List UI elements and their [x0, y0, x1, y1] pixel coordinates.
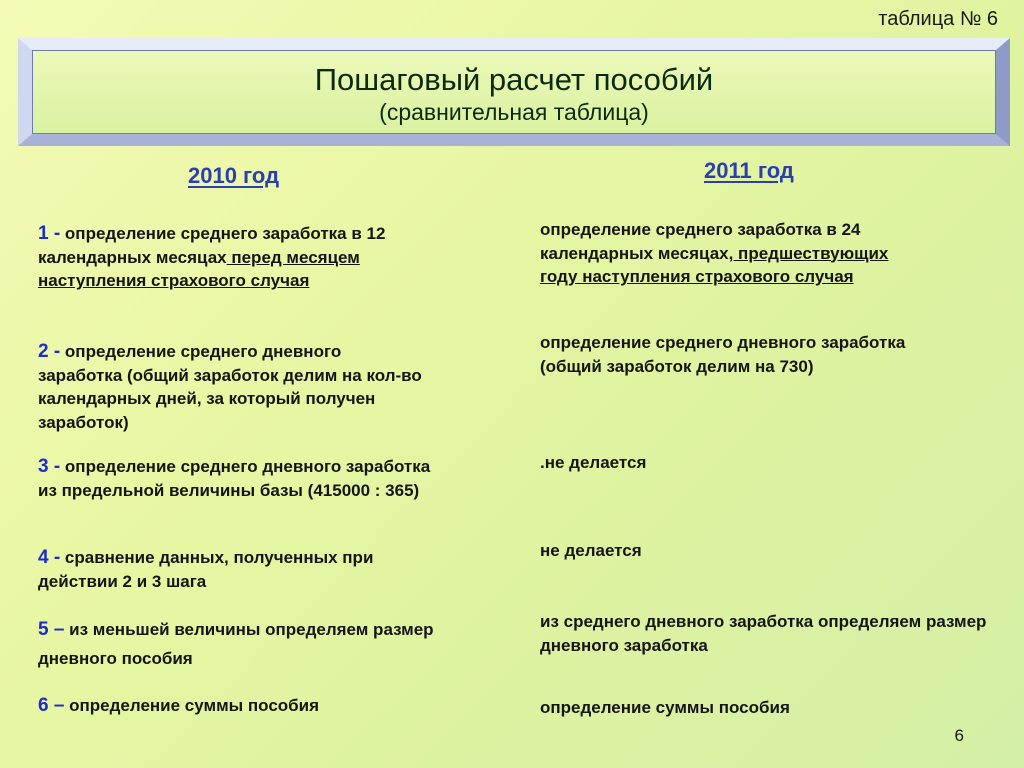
step-5-2011 — [540, 610, 1020, 657]
step-number: 6 – — [38, 695, 65, 716]
step-text: определение среднего дневного заработка (общий заработок делим на 730) — [540, 333, 906, 376]
step-text: определение среднего дневного заработка (общий заработок делим на кол-во календарных дней, за который получен заработок) — [38, 342, 422, 432]
step-text: сравнение данных, полученных при действии 2 и 3 шага — [38, 548, 374, 591]
step-4-2011 — [540, 539, 930, 563]
step-text: определение среднего заработка в 12 календарных месяцах — [38, 224, 386, 267]
step-text: определение среднего дневного заработка из предельной величины базы (415000 : 365) — [38, 457, 431, 500]
step-text-underlined: перед месяцем наступления страхового случая — [38, 247, 360, 290]
step-text: .не делается — [540, 453, 647, 472]
page-number: 6 — [954, 726, 964, 745]
page-title: Пошаговый расчет пособий — [314, 62, 714, 97]
step-text: определение среднего заработка в 24 календарных месяцах — [540, 220, 861, 263]
step-3-2010 — [38, 455, 438, 502]
step-6-2011 — [540, 696, 940, 720]
step-number: 5 – — [38, 619, 65, 640]
step-text: определение суммы пособия — [540, 698, 790, 717]
step-2-2010 — [38, 340, 428, 434]
title-banner-inner — [32, 50, 996, 134]
step-4-2010 — [38, 546, 428, 593]
step-5-2010 — [38, 615, 458, 673]
step-text: из среднего дневного заработка определяем размер дневного заработка — [540, 612, 987, 655]
column-header-2011: 2011 год — [704, 158, 794, 183]
step-6-2010 — [38, 694, 458, 718]
step-number: 1 - — [38, 223, 61, 244]
step-1-2010 — [38, 222, 438, 293]
step-text-underlined: , предшествующих году наступления страхового случая — [540, 243, 889, 286]
column-header-2010: 2010 год — [188, 163, 280, 188]
step-3-2011 — [540, 451, 930, 475]
step-2-2011 — [540, 331, 930, 378]
step-1-2011 — [540, 218, 930, 289]
step-text: из меньшей величины определяем размер дневного пособия — [38, 620, 434, 668]
step-number: 4 - — [38, 547, 61, 568]
step-text: не делается — [540, 541, 642, 560]
page-subtitle: (сравнительная таблица) — [379, 99, 649, 125]
step-number: 3 - — [38, 456, 61, 477]
table-number-label: таблица № 6 — [878, 8, 998, 30]
title-banner — [18, 38, 1010, 146]
step-number: 2 - — [38, 341, 61, 362]
step-text: определение суммы пособия — [64, 696, 320, 715]
